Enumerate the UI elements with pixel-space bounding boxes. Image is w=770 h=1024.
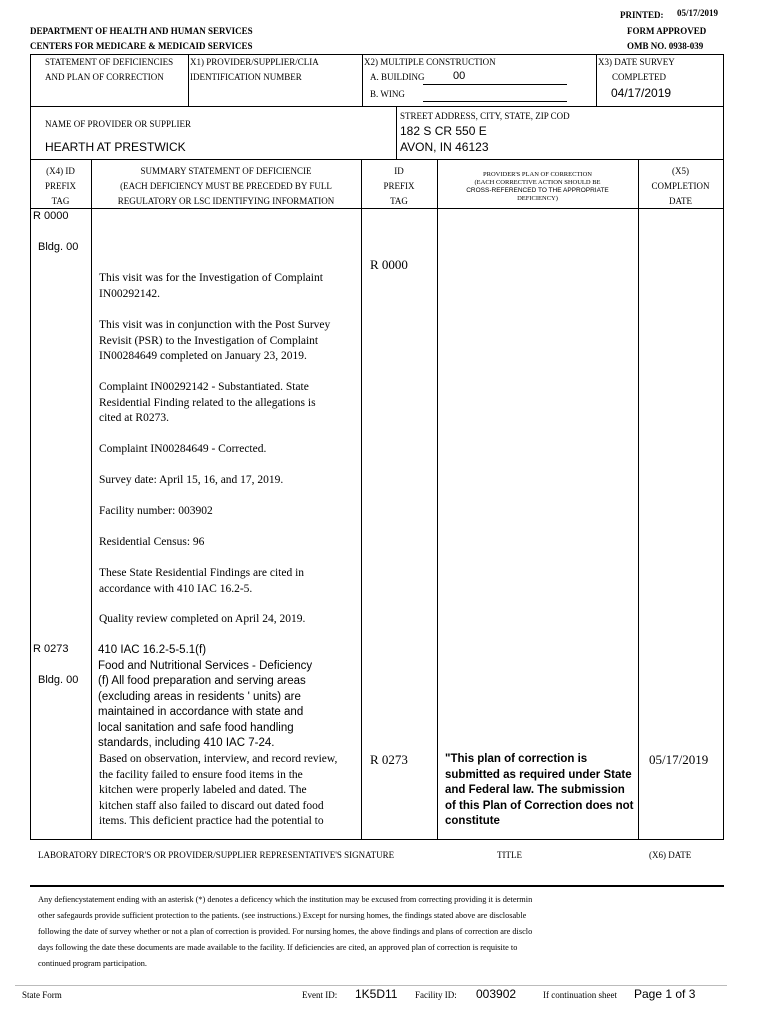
- survey-completed-date: 04/17/2019: [611, 86, 672, 100]
- date-label: (X6) DATE: [649, 850, 692, 860]
- x3-label: X3) DATE SURVEY: [598, 57, 675, 67]
- plan-label: AND PLAN OF CORRECTION: [45, 72, 164, 82]
- disclaimer-line-3: following the date of survey whether or not a plan of correction is provided. For nursing homes, the above findings and plans of correction are disclo: [38, 927, 533, 936]
- x1-label: X1) PROVIDER/SUPPLIER/CLIA: [190, 57, 319, 67]
- provider-label: NAME OF PROVIDER OR SUPPLIER: [45, 119, 192, 129]
- address-line2: AVON, IN 46123: [400, 140, 489, 154]
- x3-sublabel: COMPLETED: [612, 72, 666, 82]
- finding-text: Based on observation, interview, and record review, the facility failed to ensure food items in the kitchen were properly labeled and dated. The kitchen staff also failed to discard out dated food items. This deficient practice had the potential to: [99, 753, 338, 827]
- x4-header: (X4) ID: [46, 166, 75, 176]
- tag-r0000: R 0000: [33, 210, 69, 222]
- x4-prefix: PREFIX: [44, 181, 76, 191]
- finding-paragraph-5: Survey date: April 15, 16, and 17, 2019.: [99, 474, 284, 486]
- address-line1: 182 S CR 550 E: [400, 124, 487, 138]
- event-id-label: Event ID:: [302, 990, 338, 1000]
- finding-paragraph-7: Residential Census: 96: [99, 536, 205, 548]
- plan-header: PROVIDER'S PLAN OF CORRECTION: [483, 171, 592, 178]
- facility-id-value: 003902: [476, 987, 517, 1001]
- printed-date: 05/17/2019: [677, 8, 719, 18]
- printed-label: PRINTED:: [620, 10, 664, 20]
- finding-paragraph-3: Complaint IN00292142 - Substantiated. State Residential Finding related to the allegations is cited at R0273.: [99, 381, 316, 424]
- title-label: TITLE: [497, 850, 522, 860]
- finding-paragraph-4: Complaint IN00284649 - Corrected.: [99, 443, 267, 455]
- finding-paragraph-9: Quality review completed on April 24, 2019.: [99, 613, 306, 625]
- completion-date: 05/17/2019: [649, 752, 709, 767]
- x1-sublabel: IDENTIFICATION NUMBER: [190, 72, 302, 82]
- form-approved: FORM APPROVED: [627, 26, 707, 36]
- x2-label: X2) MULTIPLE CONSTRUCTION: [364, 57, 496, 67]
- id-tag-r0000: R 0000: [370, 257, 408, 272]
- bldg-label-2: Bldg. 00: [38, 674, 79, 686]
- id-prefix: PREFIX: [383, 181, 415, 191]
- finding-paragraph-2: This visit was in conjunction with the Post Survey Revisit (PSR) to the Investigation of Complaint IN00284649 completed on January 23, 2019.: [99, 319, 331, 362]
- disclaimer-line-5: continued program participation.: [38, 959, 147, 968]
- statement-label: STATEMENT OF DEFICIENCIES: [45, 57, 174, 67]
- omb-number: OMB NO. 0938-039: [627, 41, 704, 51]
- building-label: A. BUILDING: [370, 72, 425, 82]
- plan-of-correction-text: "This plan of correction is submitted as required under State and Federal law. The submission of this Plan of Correction does not constitute: [445, 753, 634, 827]
- id-header: ID: [394, 166, 404, 176]
- department-title: DEPARTMENT OF HEALTH AND HUMAN SERVICES: [30, 26, 253, 36]
- id-tag: TAG: [390, 196, 408, 206]
- summary-sub2: REGULATORY OR LSC IDENTIFYING INFORMATION: [117, 196, 335, 206]
- x5-completion: COMPLETION: [651, 181, 710, 191]
- summary-sub1: (EACH DEFICIENCY MUST BE PRECEDED BY FULL: [120, 181, 332, 191]
- disclaimer-line-2: other safegaurds provide sufficient protection to the patients. (see instructions.) Except for nursing homes, the findings stated above are disclosable: [38, 911, 527, 920]
- centers-title: CENTERS FOR MEDICARE & MEDICAID SERVICES: [30, 41, 253, 51]
- state-form-label: State Form: [22, 990, 62, 1000]
- building-value: 00: [453, 70, 466, 82]
- event-id-value: 1K5D11: [355, 987, 398, 1001]
- wing-label: B. WING: [370, 89, 405, 99]
- x4-tag: TAG: [51, 196, 70, 206]
- page-number: Page 1 of 3: [634, 987, 696, 1001]
- continuation-label: If continuation sheet: [543, 990, 617, 1000]
- plan-sub2: CROSS-REFERENCED TO THE APPROPRIATE: [466, 187, 609, 194]
- x5-date: DATE: [669, 196, 692, 206]
- address-label: STREET ADDRESS, CITY, STATE, ZIP COD: [400, 111, 570, 121]
- finding-paragraph-6: Facility number: 003902: [99, 505, 213, 517]
- disclaimer-line-4: days following the date these documents are made available to the facility. If deficiencies are cited, an approved plan of correction is requisite to: [38, 943, 518, 952]
- id-tag-r0273: R 0273: [370, 752, 408, 767]
- provider-name: HEARTH AT PRESTWICK: [45, 140, 186, 154]
- disclaimer-line-1: Any defiencystatement ending with an asterisk (*) denotes a deficency which the institution may be excused from correcting providing it is determin: [38, 895, 533, 904]
- signature-label: LABORATORY DIRECTOR'S OR PROVIDER/SUPPLIER REPRESENTATIVE'S SIGNATURE: [38, 850, 395, 860]
- finding-paragraph-8: These State Residential Findings are cited in accordance with 410 IAC 16.2-5.: [99, 567, 305, 595]
- bldg-label-1: Bldg. 00: [38, 241, 79, 253]
- tag-r0273: R 0273: [33, 643, 69, 655]
- plan-sub3: DEFICIENCY): [517, 195, 558, 202]
- finding-paragraph-1: This visit was for the Investigation of Complaint IN00292142.: [99, 272, 323, 300]
- facility-id-label: Facility ID:: [415, 990, 457, 1000]
- x5-header: (X5): [672, 166, 689, 176]
- summary-header: SUMMARY STATEMENT OF DEFICIENCIE: [140, 166, 312, 176]
- regulation-text: 410 IAC 16.2-5-5.1(f) Food and Nutritional Services - Deficiency (f) All food preparation and serving areas (excluding areas in residents ' units) are maintained in accordance with state and local sanitation and safe food handling standards, including 410 IAC 7-24.: [98, 644, 313, 749]
- plan-sub1: (EACH CORRECTIVE ACTION SHOULD BE: [474, 179, 601, 186]
